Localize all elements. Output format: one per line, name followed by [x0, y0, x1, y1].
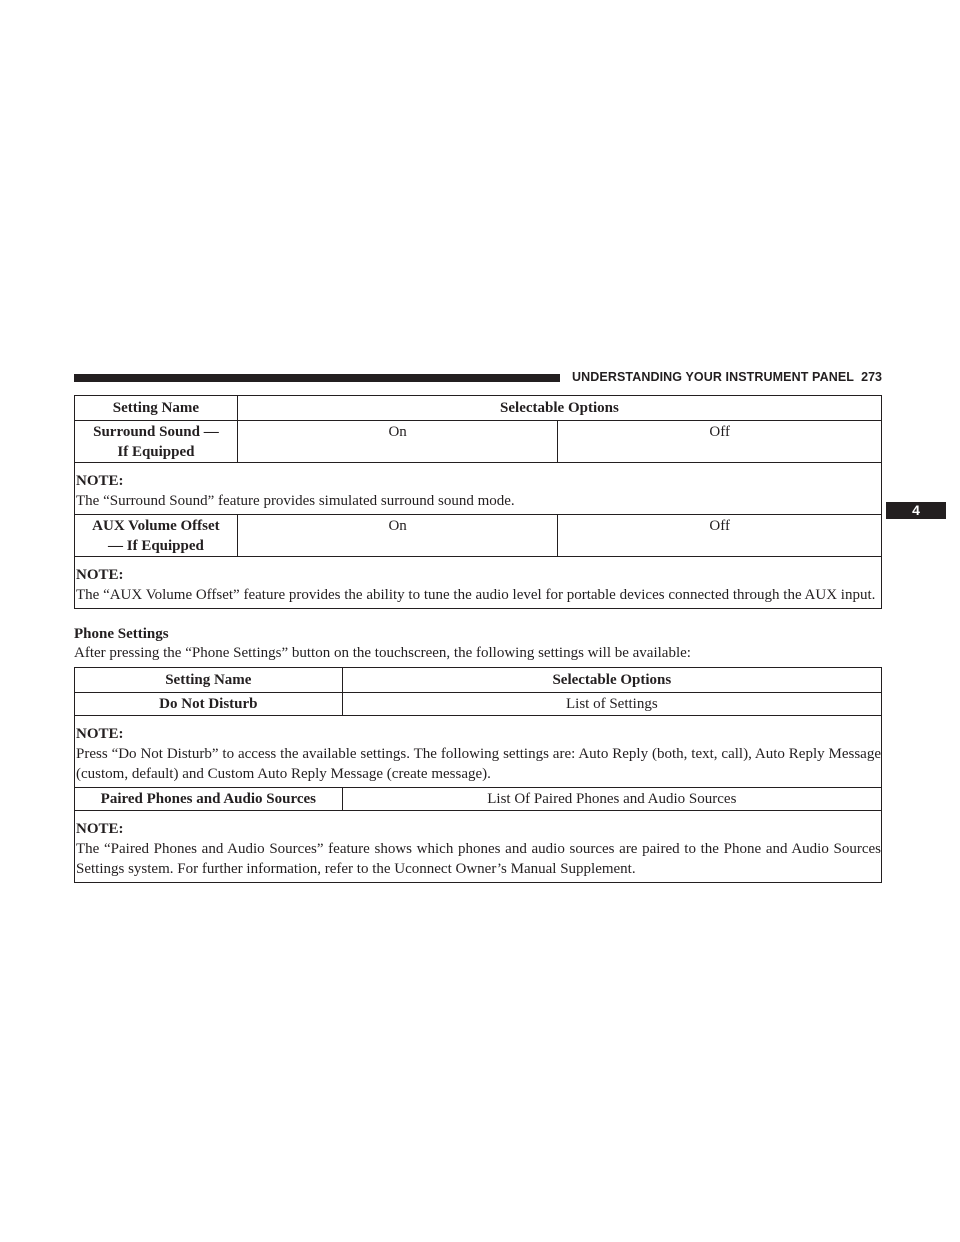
note-row [75, 557, 882, 609]
setting-name-line: AUX Volume Offset [92, 518, 220, 534]
table-row [75, 693, 882, 716]
note-label: NOTE: [76, 567, 124, 583]
option-off: Off [558, 515, 882, 557]
note-text: The “AUX Volume Offset” feature provides the ability to tune the audio level for portable devices connected through the AUX input. [76, 587, 876, 603]
setting-name-line: — If Equipped [107, 538, 204, 554]
note-label: NOTE: [76, 726, 124, 742]
option-off: Off [558, 421, 882, 463]
note-text: The “Surround Sound” feature provides simulated surround sound mode. [76, 493, 515, 509]
setting-name: Paired Phones and Audio Sources [75, 788, 343, 811]
note-row [75, 811, 882, 883]
table-header-row [75, 396, 882, 421]
column-header-options: Selectable Options [237, 396, 881, 421]
option-value: List Of Paired Phones and Audio Sources [342, 788, 881, 811]
page-number: 273 [861, 370, 882, 384]
section-intro: After pressing the “Phone Settings” button on the touchscreen, the following settings will be available: [74, 645, 691, 661]
column-header-setting: Setting Name [75, 396, 238, 421]
note-text: Press “Do Not Disturb” to access the available settings. The following settings are: Auto Reply (both, text, call), Auto Reply Message (custom, default) and Custom Auto Reply Message (create message). [76, 746, 881, 782]
setting-name-line: Surround Sound — [93, 424, 219, 440]
column-header-options: Selectable Options [342, 668, 881, 693]
setting-name-line: If Equipped [117, 444, 195, 460]
table-row [75, 421, 882, 463]
note-cell [75, 557, 882, 609]
option-value: List of Settings [342, 693, 881, 716]
note-cell [75, 463, 882, 515]
table-row [75, 515, 882, 557]
phone-settings-table [74, 667, 882, 883]
setting-name: Do Not Disturb [75, 693, 343, 716]
table-header-row [75, 668, 882, 693]
header-rule [74, 374, 560, 382]
note-cell [75, 811, 882, 883]
option-on: On [237, 515, 558, 557]
option-on: On [237, 421, 558, 463]
table-row [75, 788, 882, 811]
note-row [75, 716, 882, 788]
chapter-tab: 4 [886, 502, 946, 519]
note-cell [75, 716, 882, 788]
page-header [74, 368, 882, 388]
setting-name [75, 515, 238, 557]
header-title: UNDERSTANDING YOUR INSTRUMENT PANEL [572, 370, 854, 384]
note-label: NOTE: [76, 821, 124, 837]
note-label: NOTE: [76, 473, 124, 489]
note-text: The “Paired Phones and Audio Sources” feature shows which phones and audio sources are paired to the Phone and Audio Sources Settings system. For further information, refer to the Uconnect Owner’s Manual Supplement. [76, 841, 881, 877]
setting-name [75, 421, 238, 463]
section-title: Phone Settings [74, 626, 169, 642]
audio-settings-table [74, 395, 882, 609]
note-row [75, 463, 882, 515]
column-header-setting: Setting Name [75, 668, 343, 693]
